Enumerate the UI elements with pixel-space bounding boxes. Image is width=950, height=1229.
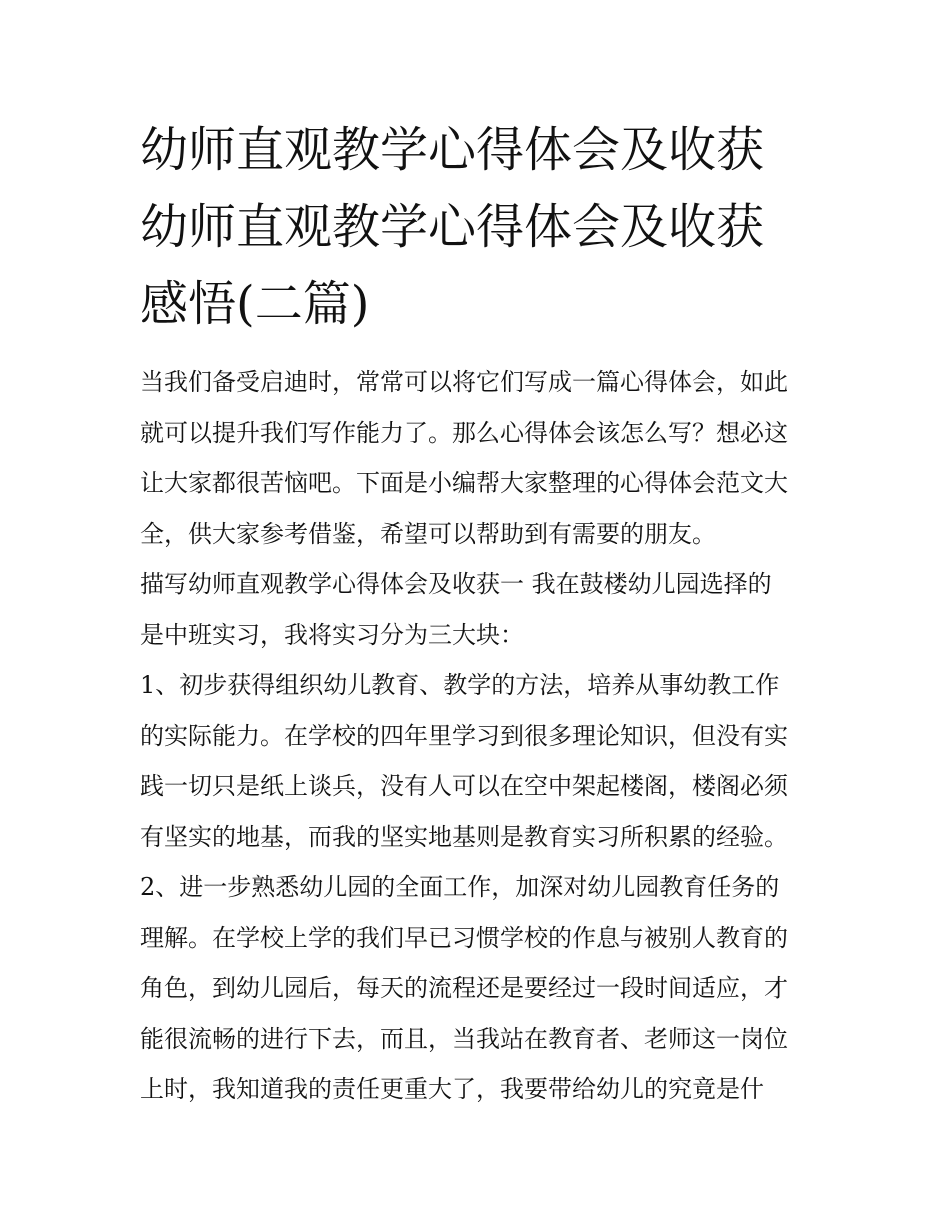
text-line: 能很流畅的进行下去，而且，当我站在教育者、老师这一岗位 bbox=[140, 1024, 788, 1053]
text-line: 2、进一步熟悉幼儿园的全面工作，加深对幼儿园教育任务的 bbox=[140, 873, 780, 901]
text-line: 1、初步获得组织幼儿教育、教学的方法，培养从事幼教工作 bbox=[140, 671, 780, 699]
title-line-1: 幼师直观教学心得体会及收获 bbox=[140, 122, 765, 178]
title-line-2: 幼师直观教学心得体会及收获 bbox=[140, 199, 765, 255]
text-line: 全，供大家参考借鉴，希望可以帮助到有需要的朋友。 bbox=[140, 519, 716, 548]
document-content bbox=[140, 112, 812, 1115]
text-line: 上时，我知道我的责任更重大了，我要带给幼儿的究竟是什 bbox=[140, 1075, 764, 1103]
text-line: 理解。在学校上学的我们早已习惯学校的作息与被别人教育的 bbox=[140, 923, 788, 952]
text-line: 是中班实习，我将实习分为三大块： bbox=[140, 620, 524, 649]
text-line: 让大家都很苦恼吧。下面是小编帮大家整理的心得体会范文大 bbox=[140, 469, 788, 497]
text-line: 角色，到幼儿园后，每天的流程还是要经过一段时间适应，才 bbox=[140, 974, 788, 1002]
paragraph-point-2 bbox=[140, 862, 812, 1115]
paragraph-intro bbox=[140, 357, 812, 559]
text-line: 当我们备受启迪时，常常可以将它们写成一篇心得体会，如此 bbox=[140, 368, 788, 396]
text-line: 描写幼师直观教学心得体会及收获一 我在鼓楼幼儿园选择的 bbox=[140, 570, 772, 598]
title-line-3: 感悟(二篇) bbox=[140, 276, 370, 332]
text-line: 践一切只是纸上谈兵，没有人可以在空中架起楼阁，楼阁必须 bbox=[140, 772, 788, 800]
text-line: 有坚实的地基，而我的坚实地基则是教育实习所积累的经验。 bbox=[140, 822, 788, 851]
text-line: 的实际能力。在学校的四年里学习到很多理论知识，但没有实 bbox=[140, 721, 788, 750]
paragraph-section-one bbox=[140, 559, 812, 660]
text-line: 就可以提升我们写作能力了。那么心得体会该怎么写？想必这 bbox=[140, 418, 788, 447]
document-title bbox=[140, 112, 812, 343]
paragraph-point-1 bbox=[140, 660, 812, 862]
